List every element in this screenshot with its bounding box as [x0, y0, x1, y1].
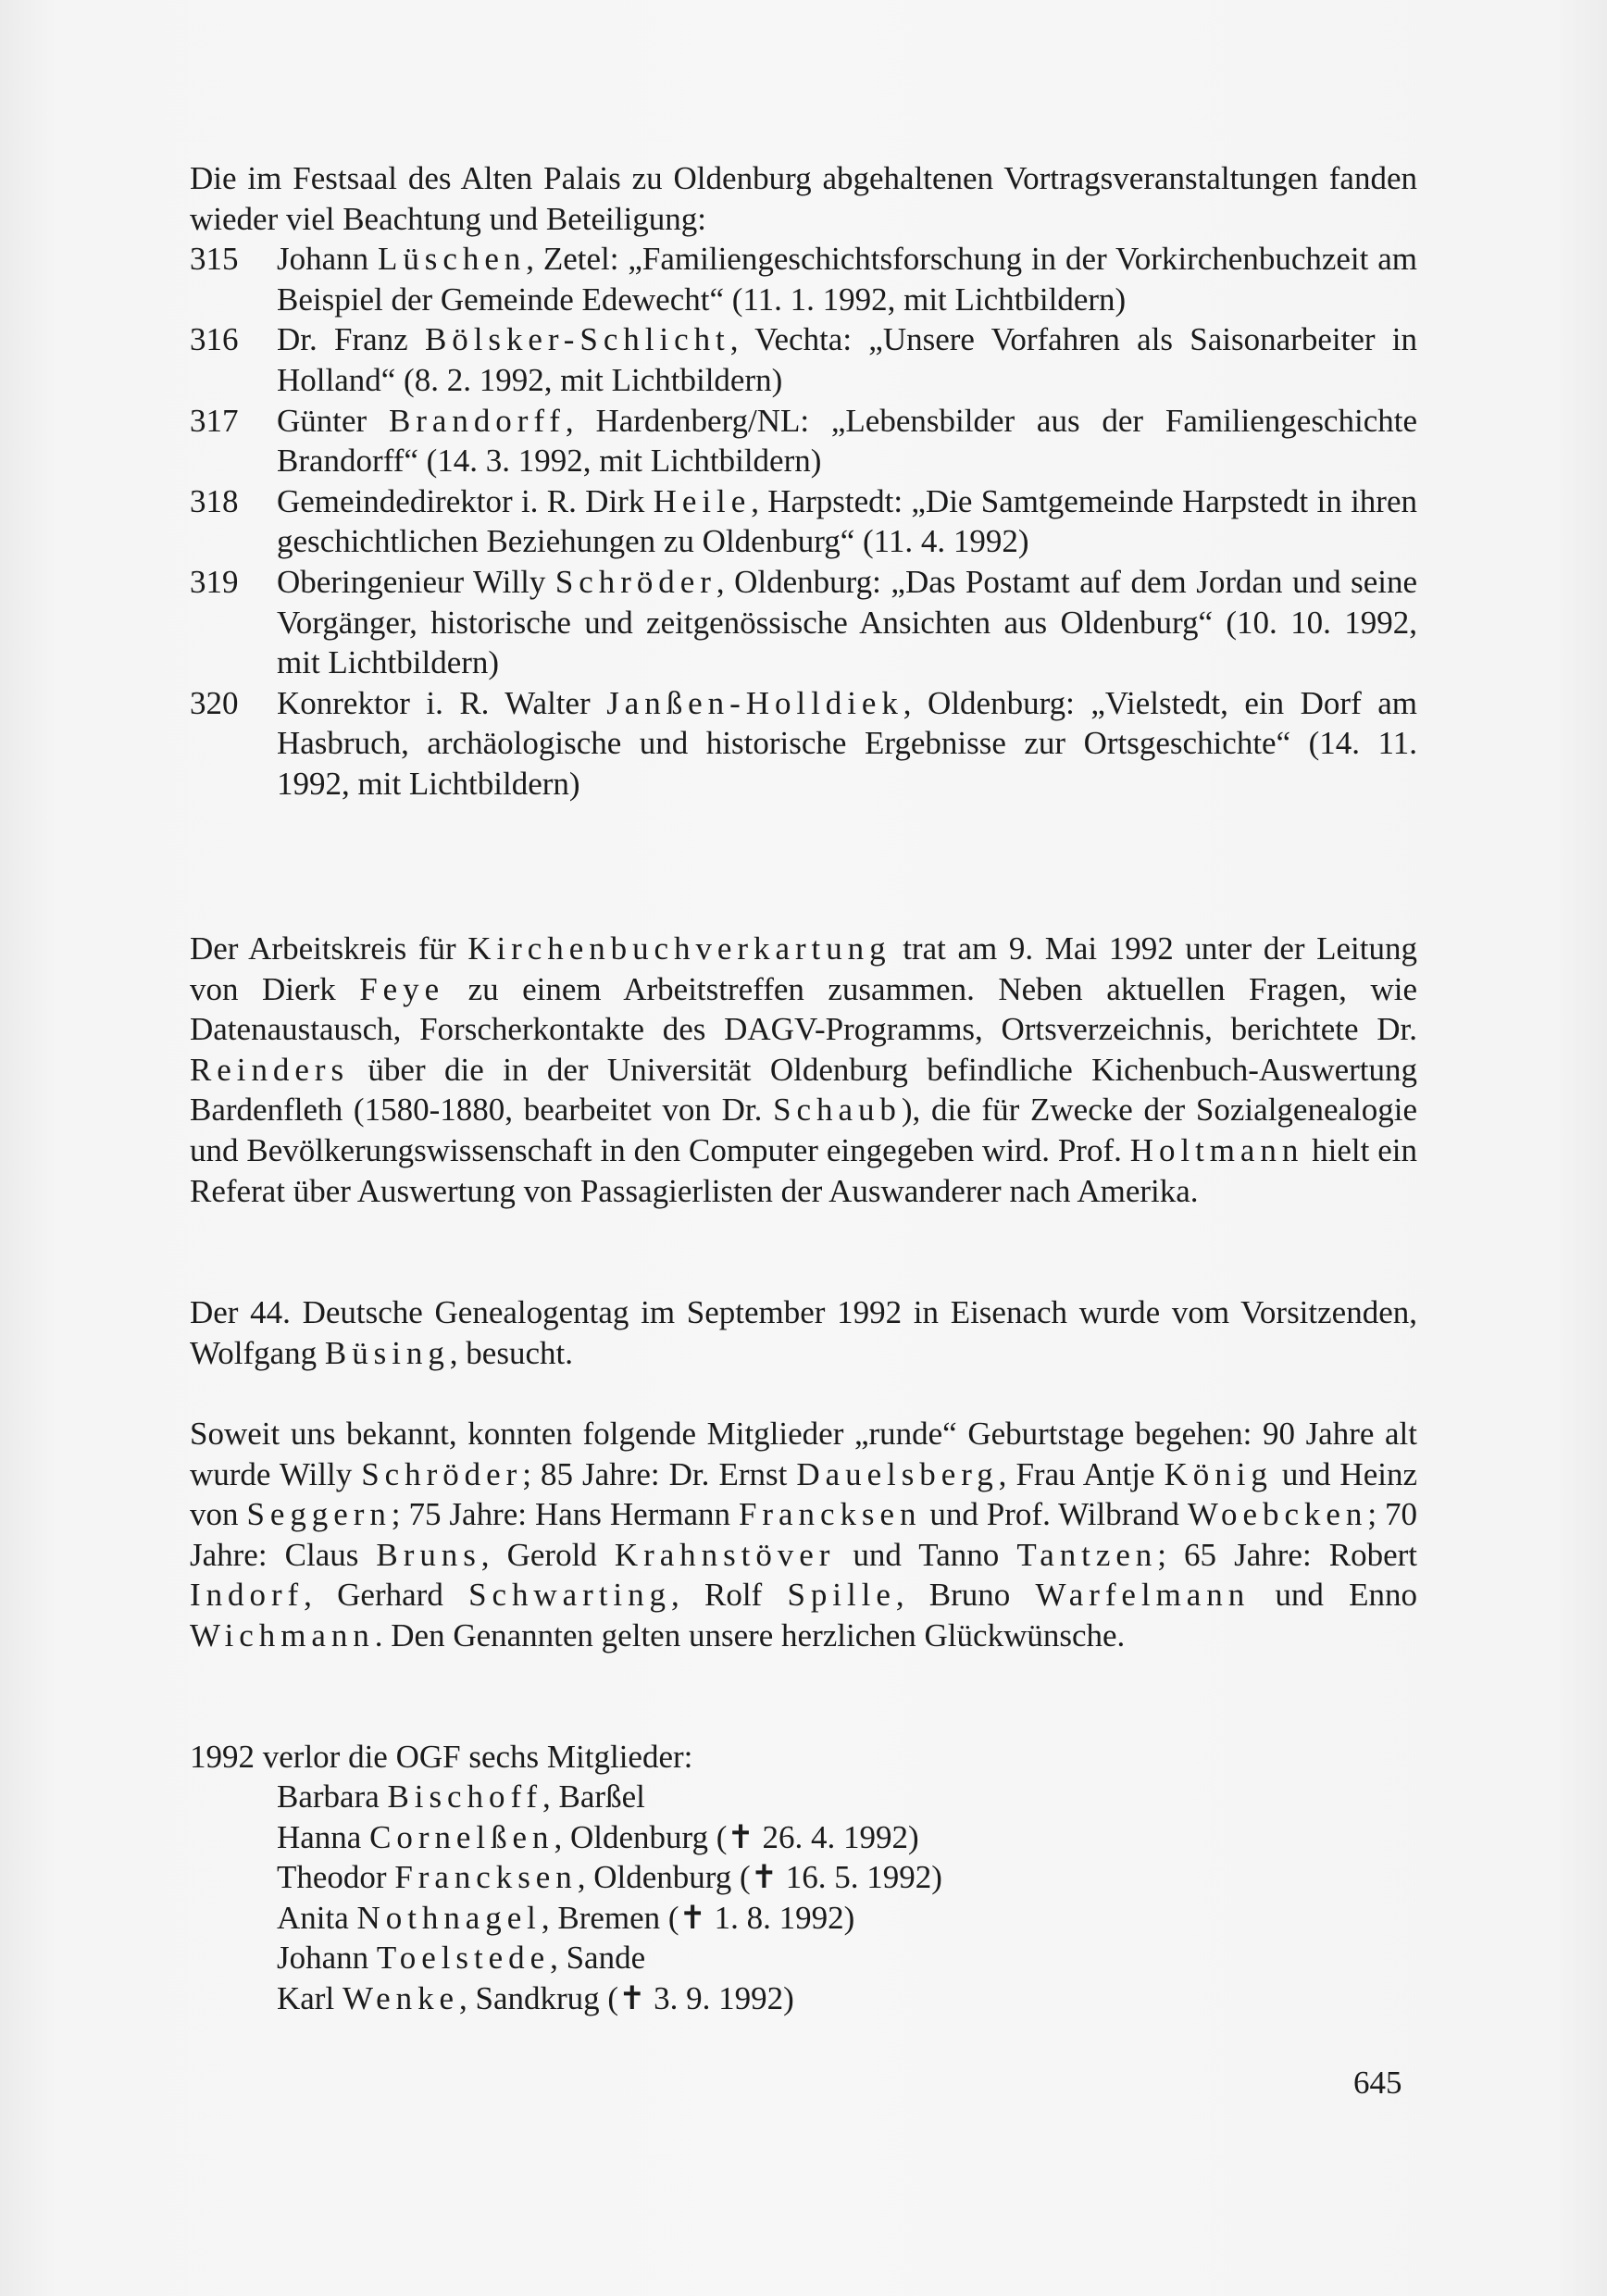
spaced-name: Wichmann [190, 1616, 375, 1653]
member-surname: Toelstede [376, 1940, 551, 1977]
speaker-name: Bölsker-Schlicht [424, 321, 730, 358]
lecture-item: 315 Johann Lüschen, Zetel: „Familiengeschichtsforschung in der Vorkirchenbuchzeit am Beispiel der Gemeinde Edewecht“ (11. 1. 1992, mit Lichtbildern) [190, 241, 1418, 318]
spaced-name: Dauelsberg [796, 1455, 999, 1492]
lecture-number: 318 [190, 482, 239, 519]
spaced-name: Krahnstöver [614, 1536, 836, 1573]
spaced-name: Reinders [190, 1051, 350, 1088]
page-number: 645 [1353, 2065, 1402, 2101]
speaker-name: Brandorff [388, 402, 566, 439]
deceased-member: Theodor Francksen, Oldenburg (✝ 16. 5. 1992) [277, 1859, 942, 1896]
member-surname: Nothnagel [356, 1899, 542, 1936]
lecture-number: 317 [190, 402, 239, 439]
spaced-name: Schröder [361, 1455, 523, 1492]
speaker-name: Lüschen [378, 241, 527, 278]
spaced-name: Francksen [739, 1496, 922, 1533]
lecture-number: 319 [190, 563, 239, 600]
kirchenbuch-paragraph: Der Arbeitskreis für Kirchenbuchverkartung trat am 9. Mai 1992 unter der Leitung von Dierk Feye zu einem Arbeitstreffen zusammen. Neben aktuellen Fragen, wie Datenaustausch, Forscherkontakte des DAGV-Programms, Ortsverzeichnis, berichtete Dr. Reinders über die in der Universität Oldenburg befindliche Kichenbuch-Auswertung Bardenfleth (1580-1880, bearbeitet von Dr. Schaub), die für Zwecke der Sozialgenealogie und Bevölkerungswissenschaft in den Computer eingegeben wird. Prof. Holtmann hielt ein Referat über Auswertung von Passagierlisten der Auswanderer nach Amerika. [190, 930, 1418, 1209]
spaced-name: Spille [787, 1577, 896, 1614]
lecture-item: 320 Konrektor i. R. Walter Janßen-Holldiek, Oldenburg: „Vielstedt, ein Dorf am Hasbruch, archäologische und historische Ergebnisse zur Ortsgeschichte“ (14. 11. 1992, mit Lichtbildern) [190, 684, 1418, 802]
spaced-name: Woebcken [1187, 1496, 1368, 1533]
lecture-item: 318 Gemeindedirektor i. R. Dirk Heile, Harpstedt: „Die Samtgemeinde Harpstedt in ihren geschichtlichen Beziehungen zu Oldenburg“ (11. 4. 1992) [190, 482, 1417, 560]
genealogentag-paragraph: Der 44. Deutsche Genealogentag im September 1992 in Eisenach wurde vom Vorsitzenden, Wolfgang Büsing, besucht. [190, 1294, 1417, 1371]
lecture-intro: Die im Festsaal des Alten Palais zu Oldenburg abgehaltenen Vortragsveranstaltungen fanden wieder viel Beachtung und Beteiligung: [190, 160, 1417, 237]
lecture-number: 315 [190, 241, 239, 278]
spaced-name: Schwarting [468, 1577, 671, 1614]
spaced-name: Indorf [190, 1577, 305, 1614]
deceased-members-list [277, 1777, 942, 2019]
lecture-item: 317 Günter Brandorff, Hardenberg/NL: „Lebensbilder aus der Familiengeschichte Brandorff“ (14. 3. 1992, mit Lichtbildern) [190, 402, 1417, 480]
lecture-section [190, 158, 1417, 805]
deceased-member: Hanna Cornelßen, Oldenburg (✝ 26. 4. 1992) [277, 1818, 919, 1855]
spaced-name: Kirchenbuchverkartung [467, 930, 891, 967]
spaced-name: Warfelmann [1035, 1577, 1251, 1614]
deceased-member: Johann Toelstede, Sande [277, 1940, 646, 1977]
spaced-name: Seggern [246, 1496, 392, 1533]
deceased-member: Barbara Bischoff, Barßel [277, 1778, 645, 1815]
spaced-name: Bruns [376, 1536, 481, 1573]
spaced-name: Tantzen [1016, 1536, 1158, 1573]
deaths-intro: 1992 verlor die OGF sechs Mitglieder: [190, 1739, 693, 1775]
deceased-member: Karl Wenke, Sandkrug (✝ 3. 9. 1992) [277, 1979, 794, 2016]
lecture-item: 319 Oberingenieur Willy Schröder, Oldenburg: „Das Postamt auf dem Jordan und seine Vorgänger, historische und zeitgenössische Ansichten aus Oldenburg“ (10. 10. 1992, mit Lichtbildern) [190, 563, 1418, 681]
lecture-number: 320 [190, 684, 239, 721]
birthdays-paragraph: Soweit uns bekannt, konnten folgende Mitglieder „runde“ Geburtstage begehen: 90 Jahre alt wurde Willy Schröder; 85 Jahre: Dr. Ernst Dauelsberg, Frau Antje König und Heinz von Seggern; 75 Jahre: Hans Hermann Francksen und Prof. Wilbrand Woebcken; 70 Jahre: Claus Bruns, Gerold Krahnstöver und Tanno Tantzen; 65 Jahre: Robert Indorf, Gerhard Schwarting, Rolf Spille, Bruno Warfelmann und Enno Wichmann. Den Genannten gelten unsere herzlichen Glückwünsche. [190, 1416, 1418, 1653]
member-surname: Cornelßen [369, 1818, 554, 1855]
spaced-name: Feye [359, 970, 445, 1007]
member-surname: Bischoff [387, 1778, 543, 1815]
lecture-list [190, 239, 1417, 804]
lecture-item: 316 Dr. Franz Bölsker-Schlicht, Vechta: „Unsere Vorfahren als Saisonarbeiter in Holland“ (8. 2. 1992, mit Lichtbildern) [190, 321, 1417, 398]
member-surname: Wenke [342, 1979, 460, 2016]
speaker-name: Janßen-Holldiek [606, 684, 903, 721]
speaker-name: Heile [653, 482, 752, 519]
lecture-number: 316 [190, 321, 239, 358]
spaced-name: Schaub [773, 1092, 902, 1129]
speaker-name: Schröder [554, 563, 716, 600]
spaced-name: König [1164, 1455, 1273, 1492]
spaced-name: Büsing [324, 1334, 450, 1371]
member-surname: Francksen [394, 1859, 578, 1896]
deceased-member: Anita Nothnagel, Bremen (✝ 1. 8. 1992) [277, 1899, 855, 1936]
spaced-name: Holtmann [1129, 1131, 1304, 1168]
